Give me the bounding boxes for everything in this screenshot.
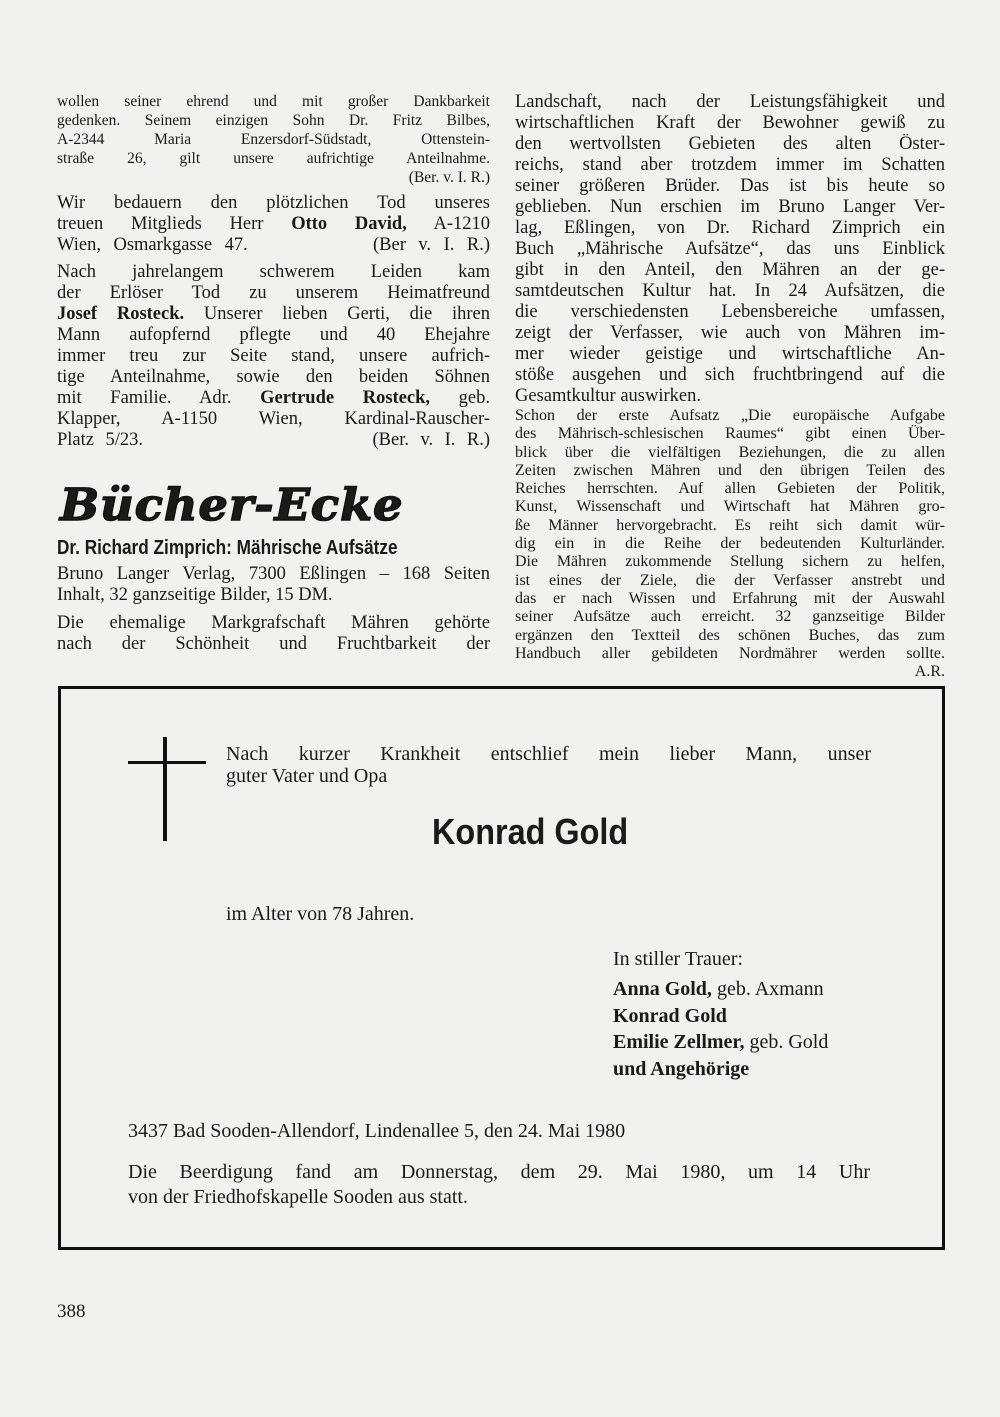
- text-line: [57, 149, 490, 168]
- text-line: [515, 444, 945, 462]
- text-line: [515, 260, 945, 281]
- paragraph: [515, 407, 945, 681]
- text-line: [57, 111, 490, 130]
- text-line: [515, 590, 945, 608]
- text-line: [515, 608, 945, 626]
- mourner-name: Anna Gold,: [613, 978, 712, 1000]
- text-span: gedenken. Seinem einzigen Sohn Dr. Fritz Bilbes,: [57, 112, 490, 129]
- text-line: [515, 218, 945, 239]
- text-span: der Erlöser Tod zu unserem Heimatfreund: [57, 283, 490, 303]
- obituary-intro-2: guter Vater und Opa: [226, 765, 388, 787]
- text-line: [515, 480, 945, 498]
- text-span: wirtschaftlichen Kraft der Bewohner gewiß zu: [515, 113, 945, 133]
- text-line: [515, 323, 945, 344]
- text-span: seiner Aufsätze auch erreicht. 32 ganzseitige Bilder: [515, 608, 945, 626]
- text-line: [515, 572, 945, 590]
- text-line: [57, 430, 490, 451]
- text-span: A-1210: [406, 214, 490, 234]
- text-span: ße Männer hervorgebracht. Es reiht sich damit wür-: [515, 516, 945, 534]
- text-span: zeigt der Verfasser, wie auch von Mähren im-: [515, 323, 945, 343]
- text-span: Kunst, Wissenschaft und Wirtschaft hat Mähren gro-: [515, 498, 945, 516]
- text-span: das er nach Wissen und Erfahrung mit der Auswahl: [515, 589, 945, 607]
- funeral-line-2: von der Friedhofskapelle Sooden aus statt.: [128, 1186, 468, 1208]
- paragraph: [57, 613, 490, 655]
- text-span: A.R.: [914, 663, 945, 681]
- text-line: [57, 367, 490, 388]
- text-span: (Ber. v. I. R.): [408, 169, 490, 186]
- review-start: [57, 613, 490, 655]
- mourner-suffix: geb. Axmann: [711, 978, 824, 1000]
- text-span: reichs, stand aber trotzdem immer im Schatten: [515, 155, 945, 175]
- text-line: [57, 585, 490, 606]
- text-line: [57, 92, 490, 111]
- bold-text: Josef Rosteck.: [57, 304, 185, 324]
- deceased-name: Konrad Gold: [432, 811, 629, 852]
- text-line: [515, 553, 945, 571]
- text-line: [515, 344, 945, 365]
- text-span: mer wieder geistige und wirtschaftliche An-: [515, 344, 945, 364]
- mourner-name: Emilie Zellmer,: [613, 1031, 745, 1053]
- text-span: seiner größeren Brüder. Das ist bis heute so: [515, 176, 945, 196]
- obituary-age: im Alter von 78 Jahren.: [226, 903, 415, 925]
- obituary-intro-1: Nach kurzer Krankheit entschlief mein lieber Mann, unser: [226, 743, 871, 765]
- book-title: Dr. Richard Zimprich: Mährische Aufsätze: [57, 537, 398, 559]
- mourner: [613, 978, 824, 1001]
- text-line: [515, 407, 945, 425]
- text-span: Inhalt, 32 ganzseitige Bilder, 15 DM.: [57, 585, 333, 605]
- text-line: [57, 634, 490, 655]
- text-line: [57, 130, 490, 149]
- text-span: gibt in den Anteil, den Mähren an der ge-: [515, 260, 945, 280]
- right-column: [515, 92, 945, 681]
- text-span: Die ehemalige Markgrafschaft Mähren gehörte: [57, 613, 490, 633]
- text-line: [515, 462, 945, 480]
- text-line: [515, 134, 945, 155]
- cross-icon: [163, 737, 167, 841]
- text-span: geb.: [430, 388, 490, 408]
- text-span: geblieben. Nun erschien im Bruno Langer Ver-: [515, 197, 945, 217]
- paragraph: [57, 193, 490, 256]
- text-line: [57, 214, 490, 235]
- text-span: straße 26, gilt unsere aufrichtige Anteilnahme.: [57, 150, 490, 167]
- text-span: Handbuch aller gebildeten Nordmährer werden sollte.: [515, 644, 945, 662]
- text-line: [515, 498, 945, 516]
- text-line: [57, 388, 490, 409]
- text-line: [57, 346, 490, 367]
- text-span: den wertvollsten Gebieten des alten Öster-: [515, 134, 945, 154]
- text-line: [515, 92, 945, 113]
- text-line: [515, 535, 945, 553]
- text-line: [515, 281, 945, 302]
- text-span: treuen Mitglieds Herr: [57, 214, 292, 234]
- text-span: immer treu zur Seite stand, unsere aufrich-: [57, 346, 490, 366]
- text-span: blick über die vielfältigen Beziehungen, die zu allen: [515, 443, 945, 461]
- paragraph: [515, 92, 945, 407]
- text-span: ergänzen den Textteil des schönen Buches, das zum: [515, 626, 945, 644]
- text-span: Wien, Osmarkgasse 47. (Ber v. I. R.): [57, 235, 490, 255]
- text-line: [57, 283, 490, 304]
- page-number: 388: [57, 1301, 86, 1322]
- text-span: Zeiten zwischen Mähren und den übrigen Teilen des: [515, 461, 945, 479]
- text-line: [515, 645, 945, 663]
- text-line: [515, 239, 945, 260]
- section-heading: Bücher-Ecke: [60, 480, 404, 531]
- text-line: [515, 176, 945, 197]
- text-span: mit Familie. Adr.: [57, 388, 261, 408]
- text-line: [57, 409, 490, 430]
- text-line: [515, 517, 945, 535]
- text-span: dig ein in die Reihe der bedeutenden Kulturländer.: [515, 535, 945, 553]
- text-line: [515, 425, 945, 443]
- cross-icon-bar: [128, 761, 206, 764]
- text-line: [515, 302, 945, 323]
- text-line: [57, 235, 490, 256]
- text-span: Buch „Mährische Aufsätze“, das uns Einblick: [515, 239, 945, 259]
- text-span: Bruno Langer Verlag, 7300 Eßlingen – 168 Seiten: [57, 564, 490, 584]
- text-line: [57, 304, 490, 325]
- text-line: [515, 386, 945, 407]
- mourner: [613, 1005, 727, 1028]
- mourner-suffix: geb. Gold: [744, 1031, 829, 1053]
- text-span: Mann aufopfernd pflegte und 40 Ehejahre: [57, 325, 490, 345]
- text-span: samtdeutschen Kultur hat. In 24 Aufsätzen, die: [515, 281, 945, 301]
- funeral-line-1: Die Beerdigung fand am Donnerstag, dem 29. Mai 1980, um 14 Uhr: [128, 1161, 870, 1183]
- text-span: Platz 5/23. (Ber. v. I. R.): [57, 430, 490, 450]
- text-span: Gesamtkultur auswirken.: [515, 386, 701, 406]
- text-span: tige Anteilnahme, sowie den beiden Söhnen: [57, 367, 490, 387]
- text-span: die verschiedensten Lebensbereiche umfassen,: [515, 302, 945, 322]
- mourner-name: Konrad Gold: [613, 1004, 727, 1027]
- text-line: [57, 564, 490, 585]
- text-span: Reiches herrschten. Auf allen Gebieten der Politik,: [515, 480, 945, 498]
- paragraph: [57, 564, 490, 606]
- mourner: [613, 1031, 828, 1054]
- text-line: [515, 365, 945, 386]
- mourner: [613, 1058, 749, 1081]
- text-span: A-2344 Maria Enzersdorf-Südstadt, Ottenstein-: [57, 131, 490, 148]
- bold-text: Otto David,: [291, 214, 407, 234]
- text-span: Nach jahrelangem schwerem Leiden kam: [57, 262, 490, 282]
- text-span: Die Mähren zukommende Stellung sichern zu helfen,: [515, 553, 945, 571]
- text-line: [515, 663, 945, 681]
- text-line: [57, 168, 490, 187]
- bold-text: Gertrude Rosteck,: [260, 388, 431, 408]
- text-span: Unserer lieben Gerti, die ihren: [184, 304, 490, 324]
- text-span: Landschaft, nach der Leistungsfähigkeit und: [515, 92, 945, 112]
- text-span: Klapper, A-1150 Wien, Kardinal-Rauscher-: [57, 409, 490, 429]
- text-line: [57, 613, 490, 634]
- paragraph: [57, 262, 490, 451]
- text-span: ist eines der Ziele, die der Verfasser anstrebt und: [515, 571, 945, 589]
- text-span: wollen seiner ehrend und mit großer Dankbarkeit: [57, 93, 490, 110]
- text-line: [515, 113, 945, 134]
- text-span: lag, Eßlingen, von Dr. Richard Zimprich ein: [515, 218, 945, 238]
- mourner-name: und Angehörige: [613, 1057, 750, 1080]
- text-line: [515, 627, 945, 645]
- text-line: [515, 155, 945, 176]
- text-span: Schon der erste Aufsatz „Die europäische Aufgabe: [515, 407, 945, 424]
- text-span: stöße ausgehen und sich fruchtbringend auf die: [515, 365, 945, 385]
- left-column-top: [57, 92, 490, 457]
- text-span: des Mährisch-schlesischen Raumes“ gibt einen Über-: [515, 425, 945, 443]
- paragraph: [57, 92, 490, 187]
- text-line: [57, 262, 490, 283]
- book-info: [57, 564, 490, 606]
- text-line: [57, 193, 490, 214]
- address-date: 3437 Bad Sooden-Allendorf, Lindenallee 5, den 24. Mai 1980: [128, 1120, 626, 1142]
- text-line: [57, 325, 490, 346]
- text-line: [515, 197, 945, 218]
- text-span: nach der Schönheit und Fruchtbarkeit der: [57, 634, 490, 654]
- text-span: Wir bedauern den plötzlichen Tod unseres: [57, 193, 490, 213]
- mourning-label: In stiller Trauer:: [613, 948, 743, 970]
